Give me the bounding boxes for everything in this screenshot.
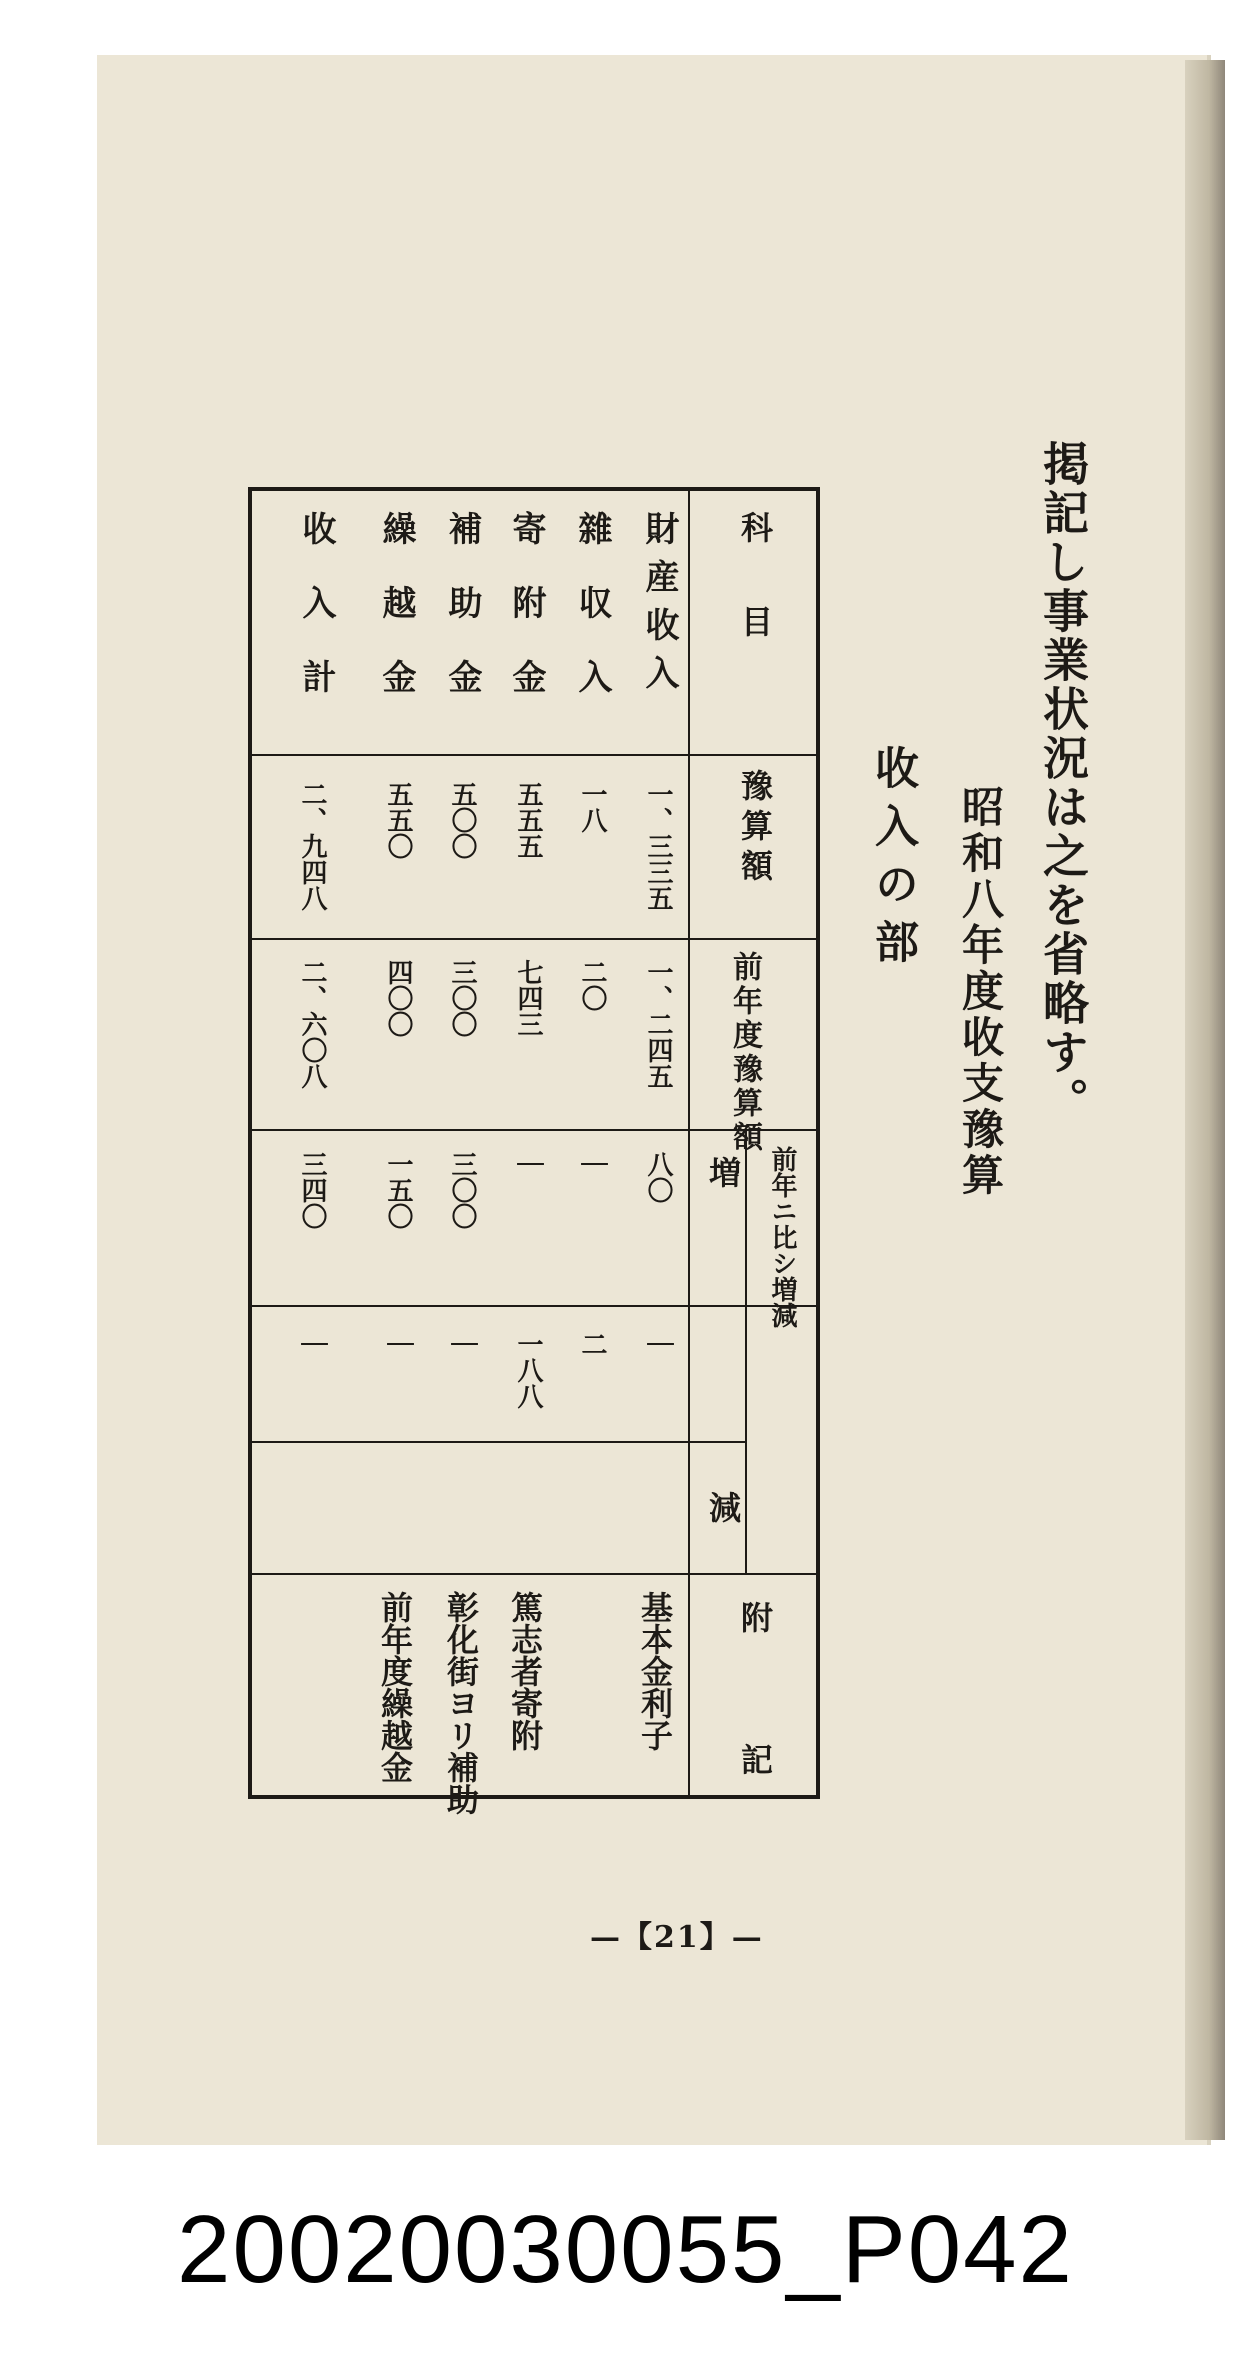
row-subject: 補助金	[442, 511, 482, 733]
row-decrease: ｜	[383, 1331, 413, 1357]
row-prev: 二、六〇八	[297, 959, 327, 1089]
row-budget: 一八	[577, 781, 607, 833]
row-divider	[252, 1573, 820, 1575]
header-divider	[688, 491, 690, 1796]
section-title: 收入の部	[867, 745, 918, 977]
header-remarks: 附記	[736, 1601, 774, 1885]
row-subject: 繰越金	[376, 511, 416, 733]
header-diff: 前年ニ比シ増減	[767, 1146, 797, 1328]
row-decrease: ｜	[643, 1331, 673, 1357]
row-remark: 篤志者寄附	[506, 1591, 544, 1751]
note-text: 掲記し事業状況は之を省略す。	[1036, 440, 1090, 1126]
row-increase: 三四〇	[297, 1151, 327, 1229]
row-decrease: ｜	[297, 1331, 327, 1357]
row-increase: ｜	[577, 1151, 607, 1177]
row-subject: 雜収入	[572, 511, 612, 733]
row-subject: 收入計	[296, 511, 336, 733]
row-subject: 寄附金	[506, 511, 546, 733]
budget-title: 昭和八年度收支豫算	[956, 785, 1005, 1199]
row-budget: 二、九四八	[297, 781, 327, 911]
row-divider	[252, 754, 820, 756]
row-subject: 財産收入	[639, 511, 679, 703]
row-decrease: ｜	[447, 1331, 477, 1357]
header-subject: 科目	[736, 511, 774, 699]
row-budget: 五五五	[513, 781, 543, 859]
header-budget: 豫算額	[736, 769, 774, 889]
row-remark: 前年度繰越金	[376, 1591, 414, 1783]
row-prev: 三〇〇	[447, 959, 477, 1037]
row-increase: 一五〇	[383, 1151, 413, 1229]
row-increase: 三〇〇	[447, 1151, 477, 1229]
header-decrease: 減	[704, 1491, 742, 1523]
row-prev: 二〇	[577, 959, 607, 1011]
row-budget: 五〇〇	[447, 781, 477, 859]
row-divider	[252, 1441, 745, 1443]
row-prev: 四〇〇	[383, 959, 413, 1037]
row-increase: ｜	[513, 1151, 543, 1177]
image-caption: 20020030055_P042	[177, 2196, 1074, 2303]
row-divider	[252, 938, 820, 940]
header-increase: 増	[704, 1156, 742, 1188]
row-prev: 一、二四五	[643, 959, 673, 1089]
row-remark: 基本金利子	[636, 1591, 674, 1751]
header-prev-budget: 前年度豫算額	[727, 951, 762, 1155]
row-budget: 五五〇	[383, 781, 413, 859]
row-prev: 七四三	[513, 959, 543, 1037]
row-decrease: 一八八	[513, 1331, 543, 1409]
budget-table	[248, 487, 820, 1885]
row-budget: 一、三三五	[643, 781, 673, 911]
row-increase: 八〇	[643, 1151, 673, 1203]
page-number: —【21】—	[590, 1920, 764, 1955]
page-edge	[1185, 60, 1225, 2140]
row-remark: 彰化街ヨリ補助	[442, 1591, 480, 1815]
row-divider	[252, 1305, 820, 1307]
row-decrease: 二	[577, 1331, 607, 1357]
